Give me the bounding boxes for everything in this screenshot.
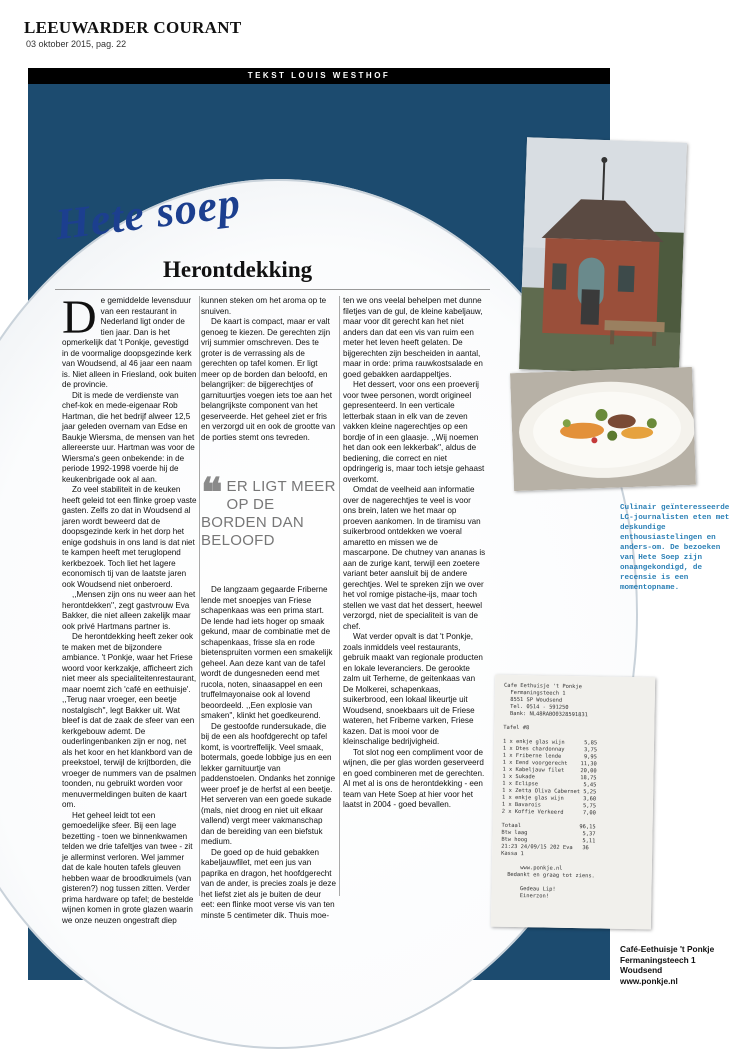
church-photo [519,137,687,374]
quote-mark-icon: ❝ [201,470,223,515]
heading: Hete soep [52,177,244,250]
address-line: Café-Eethuisje 't Ponkje [620,944,715,954]
column-1 [62,291,197,926]
paragraph: De langzaam gegaarde Friberne lende met snoepjes van Friese schapenkaas was een prima start. De lende had iets hoger op smaak gekund, maar de combinatie met de schapenkaas, frisse sla en rode bietenspruiten vormen een smakelijk geheel. Aan deze kant van de tafel wordt de dungesneden eend met rucola, noten, sinaasappel en een truffelmayonaise ook al lovend beoordeeld. ,,Een explosie van smaken'', klinkt het goedkeurend. [201,585,333,720]
dish-image [510,367,696,491]
column-rule [199,296,200,896]
restaurant-address [620,944,738,986]
pull-quote-text: ER LIGT MEER OP DE BORDEN DAN BELOOFD [201,478,336,549]
address-line: www.ponkje.nl [620,975,678,986]
column-2 [201,296,336,443]
receipt-photo [491,675,655,930]
divider [55,289,490,290]
column-3 [343,296,486,811]
paragraph: Omdat de veelheid aan informatie over de nagerechtjes te veel is voor ons brein, laten we het maar op proeven aankomen. In de tiramisu van suikerbrood ontdekken we voeral amaretto en missen we de mascarpone. De chutney van ananas is aan de zurige kant, terwijl een zoetere variant beter aansluit bij de andere gerechtjes. Wel te spreken zijn we over het vol romige pistache-ijs, maar toch stellen we vast dat het dessert, heewel verzorgd, niet de specialiteit is van de chef. [343,485,486,631]
paragraph: ten we ons veelal behelpen met dunne filetjes van de gul, de kleine kabeljauw, maar voor dit gerecht kan het niet anders dan dat een vis van ruim een meter het leven heeft gelaten. De bijgerechten zijn bescheiden in aantal, maar in orde: prima rauwkostsalade en goed gebakken aardappeltjes. [343,296,483,379]
pull-quote [201,470,336,578]
paragraph: Het geheel leidt tot een gemoedelijke sfeer. Bij een lage bezetting - toen we binnenkwamen telden we drie tafeltjes van twee - zit je allerminst verloren. Wel jammer dat de kale houten tafels gleuven hebben waar de broodkruimels (van gisteren?) nog tussen zitten. Verder prima hardware op tafel; de bestelde wijnen komen in grote glazen waarin we onze neuzen ongestraft diep [62,810,194,925]
address-line: Woudsend [620,965,663,975]
caption: Culinair geïnteresseerde LC-journalisten eten met deskundige enthousiastelingen en anders-om. De bezoeken van Hete Soep zijn onaangekondigd, de recensie is een momentopname. [620,504,730,592]
paragraph: Zo veel stabiliteit in de keuken heeft geleid tot een flinke groep vaste gasten. Zelfs zo dat in Woudsend al jaren wordt beweerd dat de doopsgezinde kerk in het dorp het enige godshuis in ons land is dat niet te kampen heeft met teruglopend kerkbezoek. Toch liet het lagere economisch tij van de laatste jaren ook Woudsend niet onberoerd. [62,485,197,589]
paragraph: Wat verder opvalt is dat 't Ponkje, zoals inmiddels veel restaurants, gebruik maakt van regionale producten en lokale leveranciers. De gerookte zalm uit Terherne, de geitenkaas van De Molkerei, schapenkaas, suikerbrood, een lokaal likeurtje uit Woudsend, snoekbaars uit de Friese wateren, het Friberne varken, Friese kazen. Dat is mooi voor de kleinschalige bedrijvigheid. [343,632,483,746]
paragraph: De gestoofde rundersukade, die bij de een als hoofdgerecht op tafel komt, is voortreffelijk. Veel smaak, botermals, goede lobbige jus en een lekker garnituurtje van paddenstoelen. Ondanks het zonnige weer proef je de herfst al een beetje. Het serveren van een goede sukade (mals, niet droog en niet uit elkaar vallend) vergt meer vakmanschap dan de bereiding van een biefstuk medium. [201,721,336,846]
issue-date: 03 oktober 2015, pag. 22 [26,39,127,49]
paragraph: ,,Mensen zijn ons nu weer aan het herontdekken'', zegt gastvrouw Eva Bakker, die niet alleen zakelijk maar ook privé Hartmans partner is. [62,590,196,631]
column-2-continued [201,585,336,921]
subheading: Herontdekking [163,257,313,282]
masthead: LEEUWARDER COURANT [24,18,242,37]
drop-cap: D [62,291,97,344]
paragraph: Tot slot nog een compliment voor de wijnen, die per glas worden geserveerd en goed combineren met de gerechten. Al met al is ons de herontdekking - een team van Hete Soep at hier voor het laatst in 2004 - goed bevallen. [343,747,485,809]
paragraph: kunnen steken om het aroma op te snuiven. [201,296,327,316]
column-rule [339,296,340,896]
paragraph: De herontdekking heeft zeker ook te maken met de bijzondere ambiance. 't Ponkje, waar het Friese woord voor kerkzakje, afficheert zich niet meer als specialiteitenrestaurant, maar noemt zich 'café en eethuisje'. ,,Terug naar vroeger, een beetje nostalgisch'', legt Bakker uit. Wat bleef is dat de zaak de sfeer van een kerkgebouw ademt. De ouderlingenbanken zijn er nog, net als het koor en het klankbord van de preekstoel, terwijl de krijtborden, die vroeger de nummers van de psalmen toonden, nu gebruikt worden voor menuvermeldingen buiten de kaart om. [62,632,197,809]
paragraph: Dit is mede de verdienste van chef-kok en mede-eigenaar Rob Hartman, die het bedrijf alweer 12,5 jaar geleden overnam van Edse en Baukje Wiersma, de mensen van het allereerste uur. Hartman was voor de Wiersma's geen onbekende: in de periode 1992-1998 voerde hij de keukenbrigade ook al aan. [62,390,195,484]
paragraph: Het dessert, voor ons een proeverij voor twee personen, wordt origineel gepresenteerd. In een verticale letterbak staan in elk van de zeven vakken kleine nagerechtjes op een bordje of in een glaasje. ,,Wij noemen het dan ook een lekkerbak'', aldus de bediening, die correct en niet opdringerig is, maar toch ietsje gehaast overkomt. [343,380,485,484]
paragraph: e gemiddelde levensduur van een restaurant in Nederland ligt onder de tien jaar. Dan is het opmerkelijk dat 't Ponkje, gevestigd in de voormalige doopsgezinde kerk van Woudsend, al 46 jaar een naam is. Niet alleen in Friesland, ook buiten de provincie. [62,296,197,389]
dish-photo [510,367,696,491]
church-image [519,137,687,374]
paragraph: De goed op de huid gebakken kabeljauwfilet, met een jus van paprika en dragon, het hoofdgerecht van de ander, is precies zoals je deze het liefst ziet als je buiten de deur eet: een flinke moot verse vis van ten minste 5 centimeter dik. Thuis moe- [201,847,336,920]
address-line: Fermaningsteech 1 [620,954,696,965]
receipt-text: Cafe Eethuisje 't Ponkje Fermaningsteech 1 8551 SP Woudsend Tel. 0514 - 591250 Bank: NL48RABO0328591831 Tafel #8 1 x enkje glas wijn 5,85 1 x Dtes chardonnay 3,75 1 x Friberne lende 9,95 1 x Eend voorgerecht 11,30 1 x Kabeljauw filet 20,00 1 x Sukade 18,75 1 x Eclipse 5,45 1 x Zetta Oliva Cabernet 5,25 1 x enkje glas wijn 3,60 1 x Bavarois 5,75 2 x Koffie Verkeerd 7,00 Totaal 96,15 Btw laag 5,37 Btw hoog 5,11 21:23 24/09/15 202 Eva 36 Kassa 1 www.ponkje.nl Bedankt en graag tot ziens. Gedeau Lip! Einerzon! [500,682,598,900]
paragraph: De kaart is compact, maar er valt genoeg te kiezen. De gerechten zijn vrij summier omschreven. Des te groter is de verrassing als de gerechten op tafel komen. Er ligt meer op de borden dan beloofd, en belangrijker: de bijgerechtjes of garnituurtjes voegen iets toe aan het belangrijkste component van het geserveerde. Het geheel ziet er fris en verzorgd uit en ook de grootte van de porties stemt ons tevreden. [201,317,336,442]
byline-bar: TEKST LOUIS WESTHOF [28,68,610,84]
